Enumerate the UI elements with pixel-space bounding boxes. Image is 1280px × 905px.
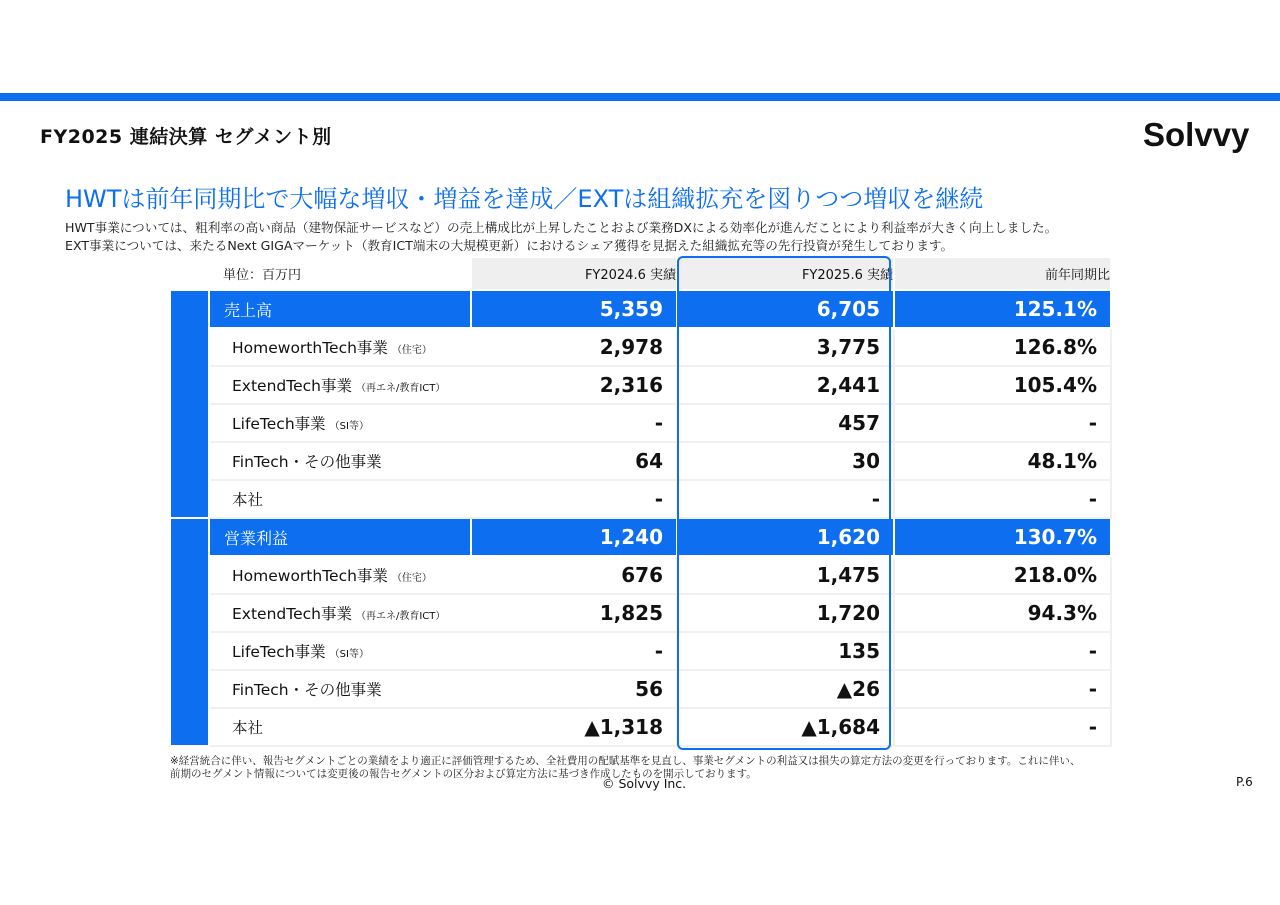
segment-note: （住宅） <box>391 573 432 584</box>
row-label <box>209 442 471 480</box>
col-header-fy2024: FY2024.6 実績 <box>471 258 677 290</box>
segment-name: HomeworthTech事業 <box>232 567 388 585</box>
sales-total-row <box>171 290 1111 328</box>
value-yoy: 218.0% <box>894 556 1111 594</box>
segment-note: （再エネ/教育ICT） <box>355 611 446 622</box>
value-fy2024: ▲1,318 <box>471 708 677 746</box>
value-fy2025: 1,720 <box>677 594 894 632</box>
value-fy2025: ▲26 <box>677 670 894 708</box>
value-fy2025: 457 <box>677 404 894 442</box>
value-fy2025: 2,441 <box>677 366 894 404</box>
segment-name: FinTech・その他事業 <box>232 453 382 471</box>
value-fy2025: 3,775 <box>677 328 894 366</box>
segment-note: （SI等） <box>329 649 369 660</box>
table-row <box>171 556 1111 594</box>
value-yoy: - <box>894 404 1111 442</box>
value-fy2024: - <box>471 404 677 442</box>
table-row <box>171 632 1111 670</box>
value-yoy: 48.1% <box>894 442 1111 480</box>
row-label <box>209 708 471 746</box>
row-label <box>209 556 471 594</box>
copyright: © Solvvy Inc. <box>602 776 687 791</box>
operating-profit-total-row <box>171 518 1111 556</box>
value-fy2024: 56 <box>471 670 677 708</box>
slide-headline: HWTは前年同期比で大幅な増収・増益を達成／EXTは組織拡充を図りつつ増収を継続 <box>65 185 984 213</box>
segment-name: FinTech・その他事業 <box>232 681 382 699</box>
solvvy-logo: Solvvy <box>1143 116 1250 153</box>
value-fy2024: - <box>471 480 677 518</box>
value-yoy: - <box>894 632 1111 670</box>
value-yoy: 94.3% <box>894 594 1111 632</box>
footnote-line-1: ※経営統合に伴い、報告セグメントごとの業績をより適正に評価管理するため、全社費用の配賦基準を見直し、事業セグメントの利益又は損失の算定方法の変更を行っております。これに伴い、 <box>170 755 1081 767</box>
segment-name: ExtendTech事業 <box>232 605 352 623</box>
table-row <box>171 366 1111 404</box>
value-yoy: - <box>894 708 1111 746</box>
table-row <box>171 708 1111 746</box>
row-label <box>209 404 471 442</box>
segment-name: LifeTech事業 <box>232 643 326 661</box>
segment-name: HomeworthTech事業 <box>232 339 388 357</box>
value-yoy: 126.8% <box>894 328 1111 366</box>
col-header-yoy: 前年同期比 <box>894 258 1111 290</box>
value-fy2025: ▲1,684 <box>677 708 894 746</box>
sales-band <box>171 290 209 518</box>
row-label <box>209 328 471 366</box>
row-label <box>209 594 471 632</box>
value-fy2024: 5,359 <box>471 290 677 328</box>
value-fy2024: 64 <box>471 442 677 480</box>
value-fy2025: 30 <box>677 442 894 480</box>
row-label: 売上高 <box>209 290 471 328</box>
value-fy2024: 676 <box>471 556 677 594</box>
segment-note: （SI等） <box>329 421 369 432</box>
segment-table <box>171 258 1112 747</box>
table-row <box>171 404 1111 442</box>
value-fy2024: 2,978 <box>471 328 677 366</box>
top-accent-bar <box>0 93 1280 101</box>
unit-label: 単位：百万円 <box>171 258 471 290</box>
table-row <box>171 442 1111 480</box>
value-fy2025: 6,705 <box>677 290 894 328</box>
segment-name: ExtendTech事業 <box>232 377 352 395</box>
row-label <box>209 632 471 670</box>
value-fy2024: 1,825 <box>471 594 677 632</box>
value-fy2025: 1,620 <box>677 518 894 556</box>
segment-note: （再エネ/教育ICT） <box>355 383 446 394</box>
value-fy2024: 1,240 <box>471 518 677 556</box>
value-yoy: 125.1% <box>894 290 1111 328</box>
operating-profit-band <box>171 518 209 746</box>
description-line-1: HWT事業については、粗利率の高い商品（建物保証サービスなど）の売上構成比が上昇したことおよび業務DXによる効率化が進んだことにより利益率が大きく向上しました。 <box>65 220 1058 235</box>
row-label <box>209 670 471 708</box>
value-fy2025: 1,475 <box>677 556 894 594</box>
table-row <box>171 328 1111 366</box>
row-label: 営業利益 <box>209 518 471 556</box>
segment-name: 本社 <box>232 719 264 737</box>
value-fy2024: 2,316 <box>471 366 677 404</box>
value-fy2025: 135 <box>677 632 894 670</box>
description-line-2: EXT事業については、来たるNext GIGAマーケット（教育ICT端末の大規模更新）におけるシェア獲得を見据えた組織拡充等の先行投資が発生しております。 <box>65 238 954 253</box>
footnote-line-2: 前期のセグメント情報については変更後の報告セグメントの区分および算定方法に基づき作成したものを開示しております。 <box>170 768 757 780</box>
table-row <box>171 480 1111 518</box>
segment-name: LifeTech事業 <box>232 415 326 433</box>
value-fy2024: - <box>471 632 677 670</box>
value-yoy: - <box>894 670 1111 708</box>
table-row <box>171 670 1111 708</box>
page-title: FY2025 連結決算 セグメント別 <box>40 126 332 148</box>
page-number: P.6 <box>1236 775 1253 789</box>
value-yoy: - <box>894 480 1111 518</box>
table-row <box>171 594 1111 632</box>
segment-name: 本社 <box>232 491 264 509</box>
table-header-row <box>171 258 1111 290</box>
col-header-fy2025: FY2025.6 実績 <box>677 258 894 290</box>
segment-note: （住宅） <box>391 345 432 356</box>
value-yoy: 130.7% <box>894 518 1111 556</box>
row-label <box>209 366 471 404</box>
row-label <box>209 480 471 518</box>
value-yoy: 105.4% <box>894 366 1111 404</box>
value-fy2025: - <box>677 480 894 518</box>
